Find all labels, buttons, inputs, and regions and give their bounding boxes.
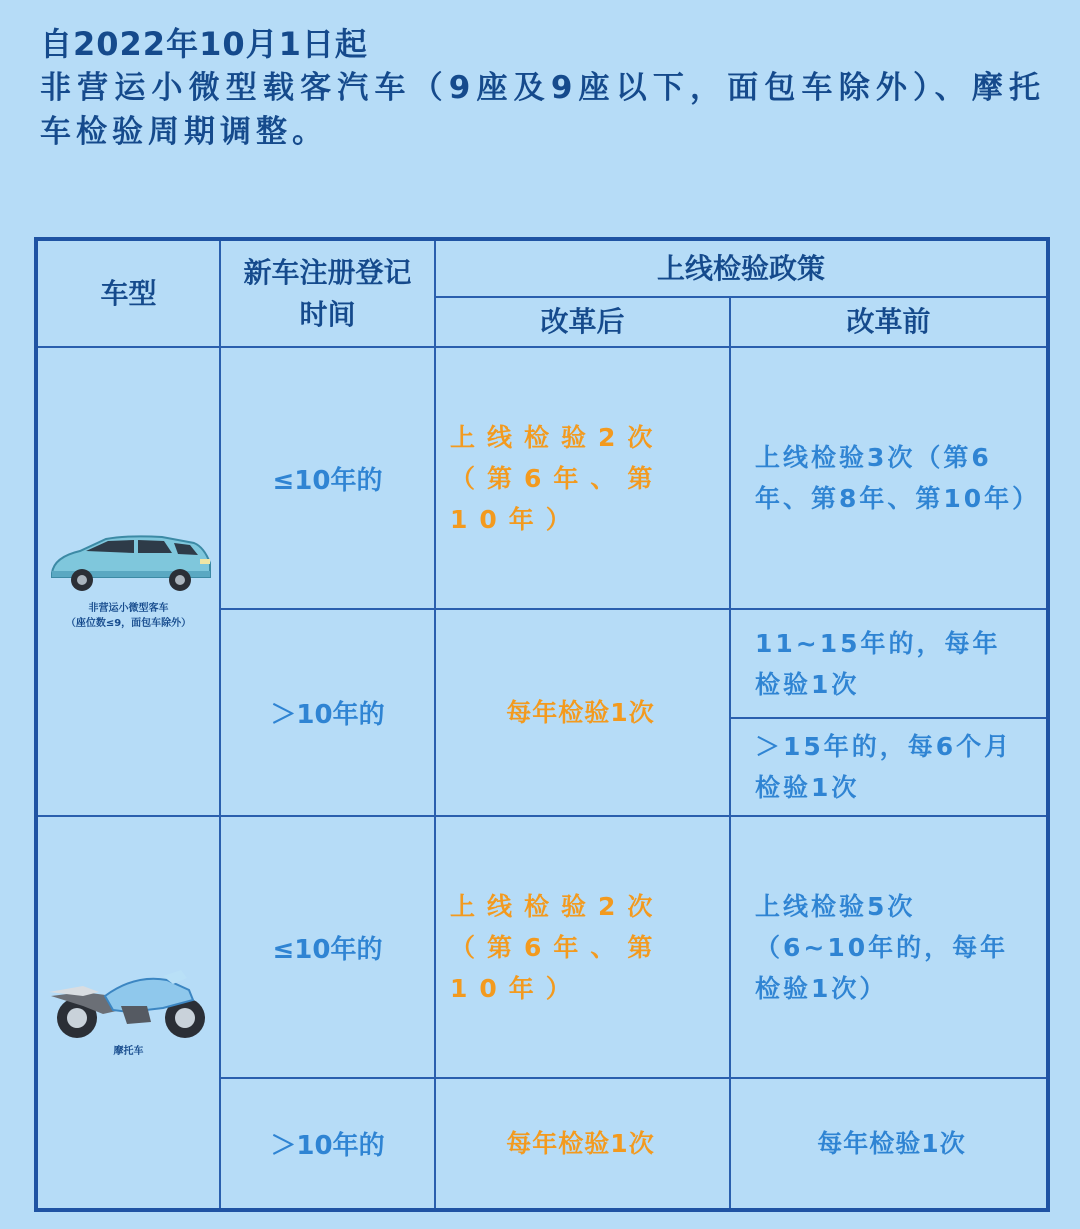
motorcycle-le10-after: 上线检验2次（第6年、第10年）	[435, 816, 730, 1078]
motorcycle-caption: 摩托车	[113, 1046, 144, 1057]
motorcycle-le10-before: 上线检验5次（6~10年的，每年检验1次）	[730, 816, 1048, 1078]
vehicle-car	[36, 347, 220, 816]
header-vehicle-type: 车型	[36, 239, 220, 347]
car-11-15-before: 11~15年的，每年检验1次	[730, 609, 1048, 718]
motorcycle-icon	[43, 966, 215, 1040]
car-icon	[44, 533, 214, 595]
car-gt15-before: ＞15年的，每6个月检验1次	[730, 718, 1048, 816]
inspection-policy-table	[34, 237, 1050, 1212]
car-le10-after: 上线检验2次（第6年、第10年）	[435, 347, 730, 609]
car-period-le10: ≤10年的	[220, 347, 435, 609]
header-before-reform: 改革前	[730, 297, 1048, 347]
header-registration-time: 新车注册登记时间	[220, 239, 435, 347]
car-caption-line2: （座位数≤9，面包车除外）	[65, 617, 192, 629]
car-gt10-after: 每年检验1次	[435, 609, 730, 816]
car-period-gt10: ＞10年的	[220, 609, 435, 816]
car-le10-before: 上线检验3次（第6年、第8年、第10年）	[730, 347, 1048, 609]
motorcycle-period-gt10: ＞10年的	[220, 1078, 435, 1210]
page-header	[40, 22, 1045, 154]
header-policy: 上线检验政策	[435, 239, 1048, 297]
header-after-reform: 改革后	[435, 297, 730, 347]
motorcycle-gt10-before: 每年检验1次	[730, 1078, 1048, 1210]
motorcycle-period-le10: ≤10年的	[220, 816, 435, 1078]
motorcycle-gt10-after: 每年检验1次	[435, 1078, 730, 1210]
effective-date: 自2022年10月1日起	[40, 25, 368, 63]
vehicle-motorcycle	[36, 816, 220, 1210]
policy-description: 非营运小微型载客汽车（9座及9座以下，面包车除外）、摩托车检验周期调整。	[40, 70, 1045, 150]
car-caption-line1: 非营运小微型客车	[88, 602, 169, 614]
